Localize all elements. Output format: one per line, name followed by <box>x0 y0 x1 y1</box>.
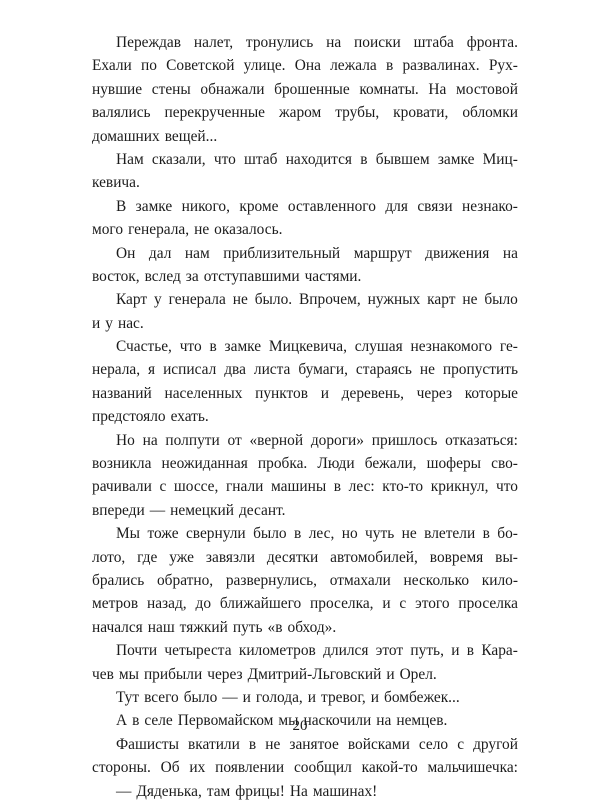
word: уже <box>169 548 195 566</box>
word: Он <box>116 244 136 262</box>
word: налет, <box>193 34 234 51</box>
word: домашних <box>92 127 160 145</box>
word: два <box>224 361 246 379</box>
word: завязли <box>205 548 255 566</box>
word: развалинах. <box>402 57 480 75</box>
text-line <box>92 756 518 779</box>
word: бомбежек... <box>384 688 460 706</box>
word: частями. <box>304 267 362 285</box>
word: сказали, <box>151 150 206 168</box>
word: Нам <box>116 150 144 168</box>
word: десятки <box>266 548 319 566</box>
word: пунктов <box>255 384 309 402</box>
word: Миц- <box>482 150 518 168</box>
text-line <box>92 265 518 288</box>
text-line <box>92 78 518 101</box>
word: мальчишечка: <box>427 759 518 777</box>
word: и <box>307 688 317 706</box>
word: Орел. <box>399 665 437 683</box>
word: трубы, <box>335 104 380 122</box>
word: в <box>248 735 257 753</box>
word: тревог, <box>321 688 366 706</box>
word: не <box>232 291 248 309</box>
word: Мицкевича, <box>268 338 347 356</box>
word: чев <box>92 665 114 683</box>
word: этого <box>415 595 450 613</box>
word: через <box>416 384 453 402</box>
word: на <box>502 244 518 262</box>
word: занятое <box>289 735 339 753</box>
text-line <box>92 101 518 124</box>
word: лежала <box>330 57 377 75</box>
word: через <box>207 665 243 683</box>
word: кровати, <box>393 104 449 122</box>
word: войсками <box>347 735 410 753</box>
word: всего <box>144 688 179 706</box>
word: слушая <box>354 338 403 356</box>
word: Об <box>160 759 180 777</box>
text-line <box>92 195 518 218</box>
word: Карт <box>116 291 148 309</box>
word: оказалось. <box>214 221 283 239</box>
word: В <box>116 197 127 215</box>
text-line <box>92 663 518 686</box>
word: и <box>382 595 391 613</box>
word: обход». <box>287 618 337 636</box>
word: незнакомого <box>410 338 493 356</box>
word: мостовой <box>456 80 518 98</box>
word: там <box>206 782 231 800</box>
word: полпути <box>165 431 220 449</box>
word: тронулись <box>245 34 314 51</box>
word: никого, <box>181 197 230 215</box>
word: влетели <box>424 525 476 543</box>
text-line <box>92 54 518 77</box>
word: было <box>183 688 218 706</box>
word: Мы <box>116 525 141 543</box>
word: фрицы! <box>235 782 285 800</box>
word: я <box>148 361 156 379</box>
word: вы- <box>495 548 518 566</box>
word: стены <box>151 80 191 98</box>
word: движения <box>425 244 490 262</box>
word: Кара- <box>481 642 518 660</box>
word: Переждав <box>116 34 182 51</box>
word: кроме <box>239 197 279 215</box>
word: Рух- <box>488 57 518 75</box>
word: машинах! <box>312 782 378 800</box>
word: ближайшего <box>219 595 302 613</box>
word: брались <box>92 571 145 589</box>
word: четыреста <box>164 642 232 660</box>
word: за <box>185 267 199 285</box>
word: шоссе, <box>173 478 219 496</box>
word: мы <box>278 712 299 730</box>
word: поиски <box>354 34 401 51</box>
word: от <box>227 431 242 449</box>
word: рачивали <box>92 478 152 496</box>
word: в <box>360 150 368 168</box>
word: нам <box>184 244 210 262</box>
word: несколько <box>403 571 470 589</box>
word: с <box>457 735 465 753</box>
word: «в <box>267 618 283 636</box>
text-line <box>92 382 518 405</box>
word: путь <box>232 618 263 636</box>
word: село <box>418 735 449 753</box>
word: ге- <box>499 338 518 356</box>
text-line <box>92 312 518 335</box>
word: замке <box>135 197 173 215</box>
word: с <box>399 595 407 613</box>
word: появлении <box>215 759 285 777</box>
page-number: 20 <box>292 718 308 734</box>
word: длился <box>323 642 369 660</box>
word: на <box>142 431 158 449</box>
word: карт <box>427 291 456 309</box>
word: проселка <box>458 595 518 613</box>
word: развернулись, <box>225 571 318 589</box>
word: бежали, <box>364 455 417 473</box>
word: обнажали <box>200 80 265 98</box>
word: в <box>132 712 140 730</box>
word: что <box>496 478 518 496</box>
word: не <box>462 291 478 309</box>
word: валялись <box>92 104 151 122</box>
word: Ехали <box>92 57 132 75</box>
word: Советской <box>166 57 235 75</box>
word: На <box>428 80 447 98</box>
word: мого <box>92 221 124 239</box>
word: А <box>116 712 128 730</box>
word: начался <box>92 618 143 636</box>
word: фронта. <box>466 34 518 51</box>
word: наскочили <box>303 712 372 730</box>
word: «верной <box>249 431 304 449</box>
word: автомобилей, <box>330 548 418 566</box>
word: жаром <box>278 104 322 122</box>
word: свернули <box>185 525 246 543</box>
word: гнали <box>225 478 264 496</box>
text-line <box>92 569 518 592</box>
word: какой-то <box>361 759 418 777</box>
word: перекрученные <box>164 104 266 122</box>
word: штаба <box>413 34 454 51</box>
word: ехать. <box>170 408 209 426</box>
word: в <box>482 525 490 543</box>
word: и <box>386 665 395 683</box>
word: вовремя <box>429 548 484 566</box>
word: генерала, <box>128 221 190 239</box>
text-line <box>92 592 518 615</box>
text-line <box>92 639 518 662</box>
word: сообщил <box>293 759 352 777</box>
word: бывшем <box>375 150 430 168</box>
word: путь, <box>410 642 444 660</box>
word: десант. <box>238 501 286 519</box>
text-line <box>92 31 518 54</box>
text-line <box>92 218 518 241</box>
word: Впрочем, <box>299 291 361 309</box>
word: Люди <box>317 455 355 473</box>
word: немецкий <box>170 501 234 519</box>
word: нас. <box>117 314 144 332</box>
word: другой <box>473 735 518 753</box>
word: дал <box>148 244 172 262</box>
word: штаб <box>244 150 278 168</box>
word: стороны. <box>92 759 151 777</box>
text-line <box>92 499 518 522</box>
word: до <box>195 595 212 613</box>
body-text <box>92 31 518 803</box>
text-line <box>92 405 518 428</box>
word: для <box>385 197 408 215</box>
word: замке <box>224 338 262 356</box>
word: у <box>154 291 162 309</box>
word: назад, <box>146 595 187 613</box>
word: приблизительный <box>223 244 341 262</box>
word: не <box>194 221 210 239</box>
text-line <box>92 429 518 452</box>
word: нувшие <box>92 80 143 98</box>
word: лото, <box>92 548 126 566</box>
word: у <box>105 314 113 332</box>
word: в <box>466 642 475 660</box>
word: которые <box>464 384 518 402</box>
text-line <box>92 616 518 639</box>
word: незнако- <box>462 197 518 215</box>
text-line <box>92 335 518 358</box>
word: Тут <box>116 688 140 706</box>
word: не <box>419 361 435 379</box>
word: стараясь <box>355 361 412 379</box>
word: было <box>253 525 287 543</box>
word: Дмитрий-Льговский <box>247 665 382 683</box>
word: на <box>376 712 392 730</box>
word: и <box>451 642 460 660</box>
word: обломки <box>462 104 518 122</box>
word: возникла <box>92 455 152 473</box>
word: обратно, <box>156 571 214 589</box>
word: вслед <box>144 267 181 285</box>
word: было <box>484 291 518 309</box>
word: что <box>179 338 202 356</box>
word: по <box>140 57 157 75</box>
word: но <box>341 525 358 543</box>
word: что <box>213 150 236 168</box>
word: сво- <box>491 455 518 473</box>
text-line <box>92 522 518 545</box>
word: — <box>116 782 132 800</box>
word: километров <box>238 642 316 660</box>
word: лес, <box>308 525 335 543</box>
word: На <box>289 782 308 800</box>
word: пробка. <box>257 455 308 473</box>
word: дороги» <box>310 431 364 449</box>
word: мы <box>118 665 139 683</box>
word: вкатили <box>188 735 240 753</box>
word: где <box>137 548 158 566</box>
word: пропустить <box>442 361 518 379</box>
word: прибыли <box>143 665 203 683</box>
word: вещей... <box>164 127 218 145</box>
text-line <box>92 125 518 148</box>
word: в <box>294 525 302 543</box>
word: было. <box>254 291 293 309</box>
word: бо- <box>497 525 518 543</box>
text-line <box>92 452 518 475</box>
word: и <box>370 688 380 706</box>
word: отступавшими <box>203 267 300 285</box>
text-line <box>92 686 518 709</box>
word: лес: <box>348 478 375 496</box>
word: Она <box>294 57 321 75</box>
text-line <box>92 733 518 756</box>
text-line <box>92 242 518 265</box>
word: — <box>149 501 166 519</box>
text-line <box>92 288 518 311</box>
word: Но <box>116 431 135 449</box>
word: Почти <box>116 642 158 660</box>
word: находится <box>285 150 353 168</box>
text-line <box>92 171 518 194</box>
word: их <box>189 759 206 777</box>
word: комнаты. <box>359 80 419 98</box>
text-line <box>92 358 518 381</box>
word: кто-то <box>382 478 424 496</box>
word: Фашисты <box>116 735 179 753</box>
word: с <box>159 478 167 496</box>
word: брошенные <box>274 80 350 98</box>
word: тяжкий <box>179 618 228 636</box>
word: и <box>92 314 101 332</box>
word: — <box>222 688 238 706</box>
word: отказаться: <box>445 431 518 449</box>
word: Счастье, <box>116 338 172 356</box>
word: немцев. <box>396 712 448 730</box>
word: исписал <box>163 361 217 379</box>
word: бумаги, <box>298 361 348 379</box>
word: этот <box>375 642 404 660</box>
word: предстояло <box>92 408 166 426</box>
word: кило- <box>481 571 518 589</box>
text-line <box>92 780 518 803</box>
word: чуть <box>365 525 395 543</box>
word: и <box>320 384 329 402</box>
word: генерала <box>168 291 226 309</box>
word: связи <box>417 197 453 215</box>
word: деревень, <box>341 384 404 402</box>
text-line <box>92 148 518 171</box>
word: в <box>385 57 394 75</box>
text-line <box>92 475 518 498</box>
word: Первомайском <box>177 712 274 730</box>
word: населенных <box>164 384 243 402</box>
word: на <box>326 34 342 51</box>
word: кевича. <box>92 174 140 192</box>
word: не <box>265 735 281 753</box>
word: листа <box>253 361 291 379</box>
word: оставленного <box>287 197 376 215</box>
word: Дяденька, <box>136 782 202 800</box>
word: отмахали <box>329 571 391 589</box>
word: нужных <box>367 291 421 309</box>
word: машины <box>271 478 327 496</box>
word: метров <box>92 595 139 613</box>
word: маршрут <box>353 244 412 262</box>
word: пришлось <box>371 431 438 449</box>
word: восток, <box>92 267 140 285</box>
word: замке <box>437 150 475 168</box>
word: в <box>333 478 342 496</box>
word: названий <box>92 384 152 402</box>
word: в <box>209 338 217 356</box>
word: наш <box>147 618 175 636</box>
word: и <box>242 688 251 706</box>
word: нерала, <box>92 361 141 379</box>
word: неожиданная <box>161 455 248 473</box>
word: улице. <box>243 57 286 75</box>
word: не <box>401 525 417 543</box>
word: впереди <box>92 501 145 519</box>
word: селе <box>144 712 173 730</box>
word: крикнул, <box>430 478 489 496</box>
word: тоже <box>147 525 179 543</box>
word: проселка, <box>310 595 374 613</box>
text-line <box>92 546 518 569</box>
word: шоферы <box>426 455 482 473</box>
word: голода, <box>255 688 303 706</box>
